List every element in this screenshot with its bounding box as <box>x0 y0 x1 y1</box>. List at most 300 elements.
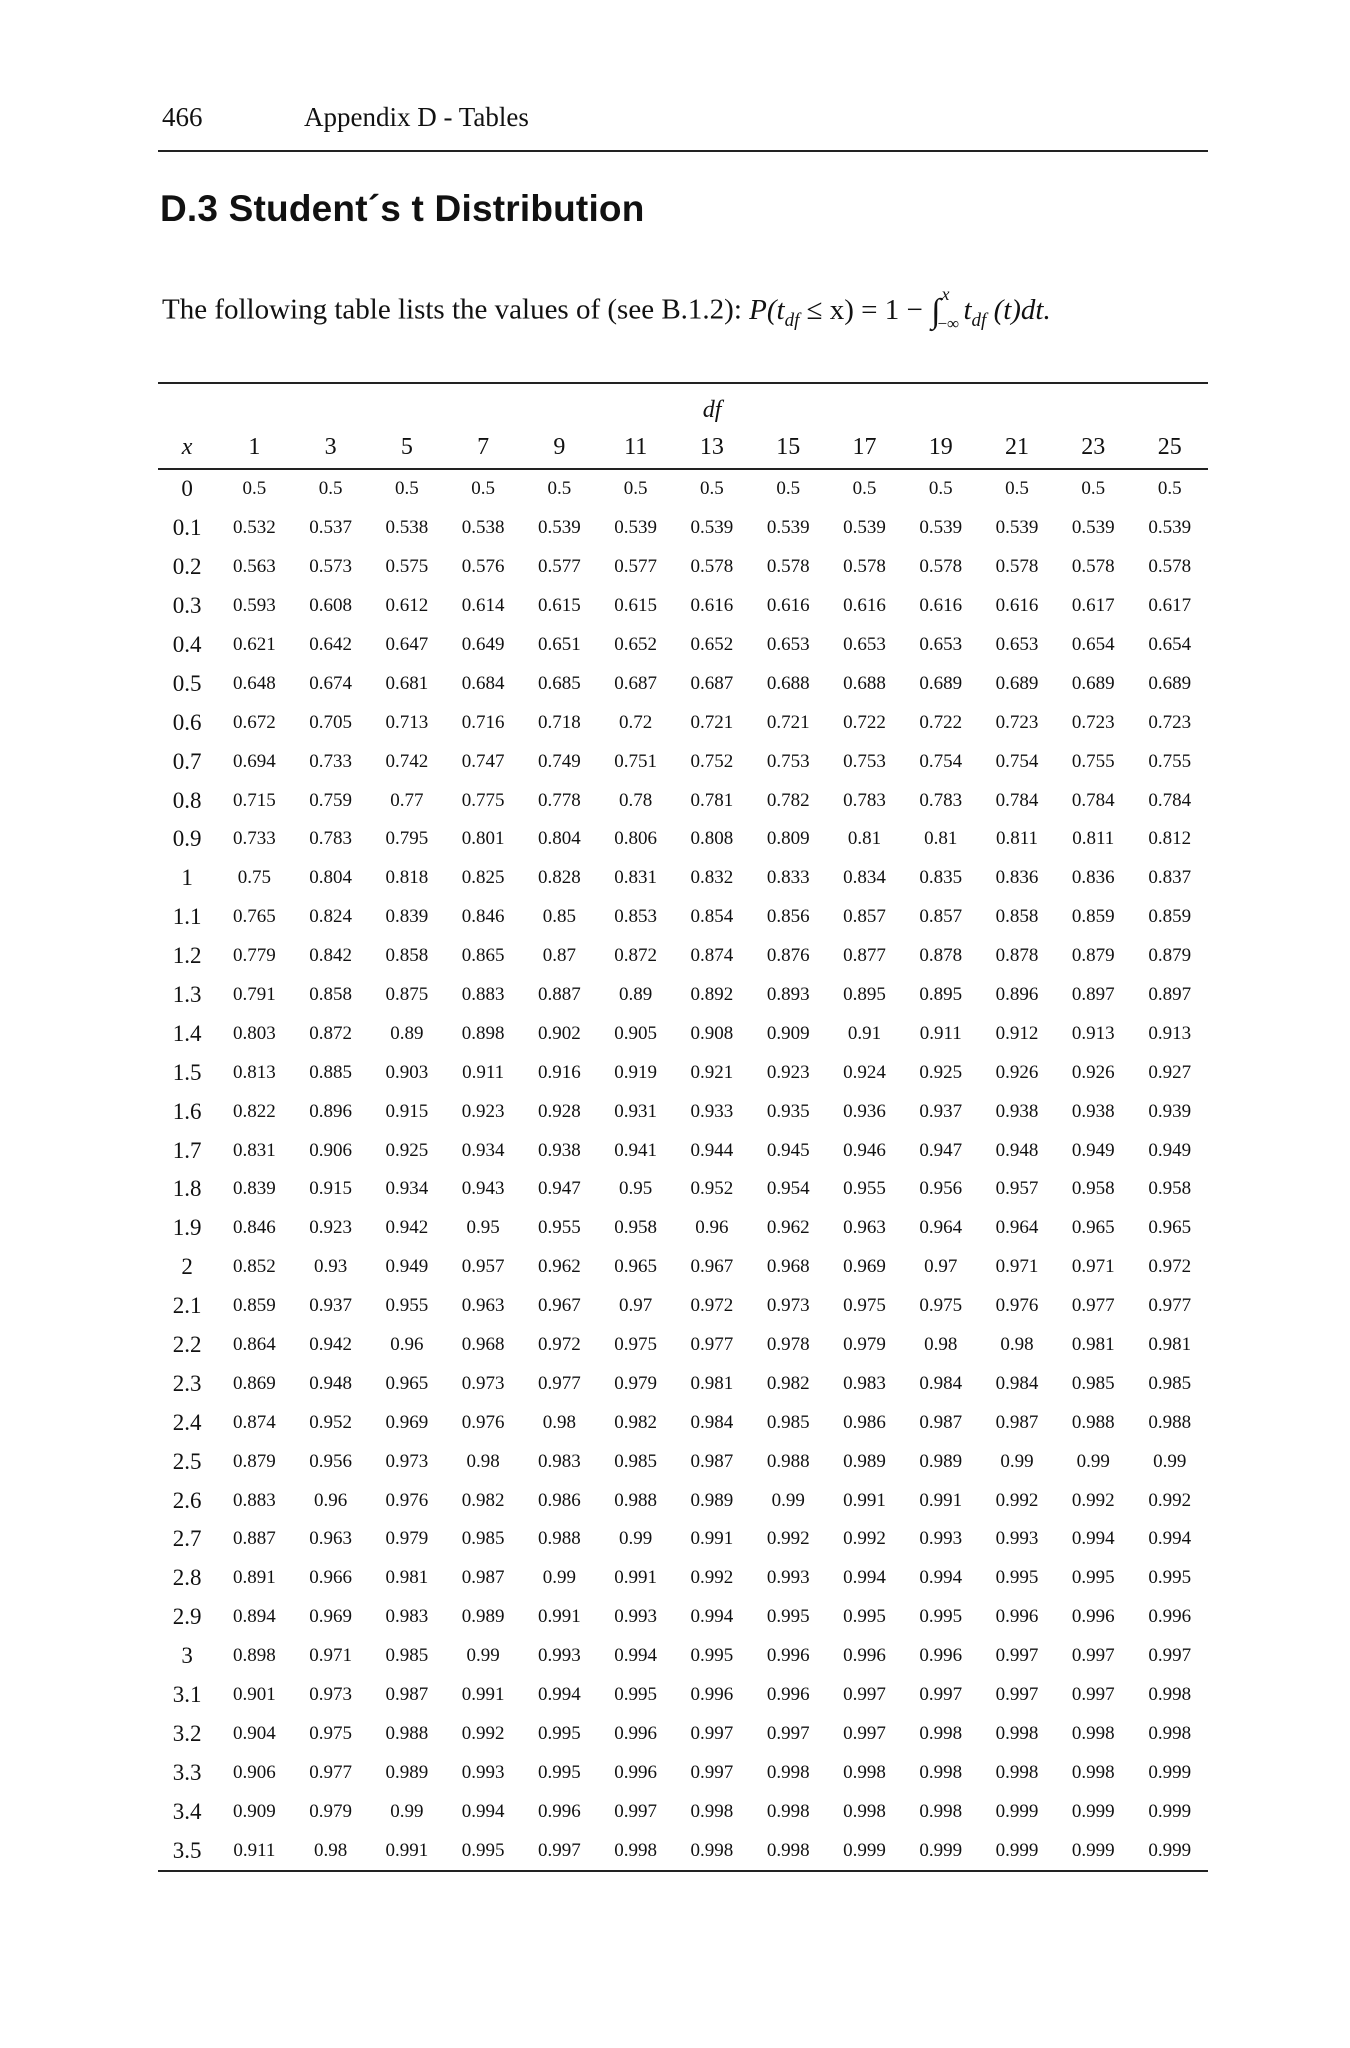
probability-cell: 0.874 <box>690 945 734 967</box>
probability-cell: 0.937 <box>309 1295 352 1317</box>
probability-cell: 0.995 <box>1148 1567 1192 1589</box>
table-row <box>158 1520 1208 1559</box>
x-value-cell: 1.6 <box>172 1098 202 1124</box>
probability-cell: 0.952 <box>309 1411 352 1433</box>
probability-cell: 0.954 <box>766 1178 810 1200</box>
x-value-cell: 2.9 <box>172 1604 202 1630</box>
probability-cell: 0.784 <box>1071 789 1115 811</box>
probability-cell: 0.912 <box>995 1022 1039 1044</box>
probability-cell: 0.923 <box>766 1061 810 1083</box>
probability-cell: 0.742 <box>385 750 429 772</box>
probability-cell: 0.981 <box>690 1372 734 1394</box>
integral-limits <box>937 284 963 333</box>
probability-cell: 0.891 <box>232 1567 276 1589</box>
probability-cell: 0.965 <box>1148 1217 1192 1239</box>
probability-cell: 0.991 <box>461 1684 505 1706</box>
probability-cell: 0.99 <box>542 1567 577 1589</box>
probability-cell: 0.975 <box>919 1295 963 1317</box>
probability-cell: 0.997 <box>766 1722 810 1744</box>
probability-cell: 0.977 <box>690 1334 734 1356</box>
x-value-cell: 1.1 <box>172 904 202 930</box>
probability-cell: 0.988 <box>766 1450 810 1472</box>
probability-cell: 0.872 <box>614 945 658 967</box>
formula-integrand: t <box>963 293 972 326</box>
table-row <box>158 937 1208 976</box>
x-value-cell: 1.8 <box>172 1176 202 1202</box>
probability-cell: 0.795 <box>385 828 429 850</box>
probability-cell: 0.985 <box>1071 1372 1115 1394</box>
probability-cell: 0.962 <box>538 1256 581 1278</box>
probability-cell: 0.856 <box>766 906 810 928</box>
probability-cell: 0.778 <box>538 789 581 811</box>
probability-cell: 0.539 <box>843 517 886 539</box>
probability-cell: 0.934 <box>461 1139 505 1161</box>
probability-cell: 0.72 <box>619 711 653 733</box>
table-row <box>158 626 1208 665</box>
probability-cell: 0.809 <box>766 828 810 850</box>
probability-cell: 0.781 <box>690 789 734 811</box>
probability-cell: 0.996 <box>766 1684 810 1706</box>
probability-cell: 0.803 <box>232 1022 276 1044</box>
probability-cell: 0.999 <box>979 1831 1055 1871</box>
probability-cell: 0.839 <box>232 1178 276 1200</box>
probability-cell: 0.984 <box>690 1411 734 1433</box>
probability-cell: 0.995 <box>538 1761 581 1783</box>
probability-cell: 0.689 <box>919 672 963 694</box>
x-value-cell: 0.5 <box>172 670 202 696</box>
x-value-cell: 2.1 <box>172 1293 202 1319</box>
table-row <box>158 1326 1208 1365</box>
table-row <box>158 781 1208 820</box>
probability-cell: 0.811 <box>1072 828 1115 850</box>
probability-cell: 0.998 <box>674 1831 750 1871</box>
probability-cell: 0.865 <box>461 945 505 967</box>
x-value-cell: 0.3 <box>172 593 202 619</box>
probability-cell: 0.996 <box>1071 1606 1115 1628</box>
probability-cell: 0.994 <box>690 1606 734 1628</box>
table-row <box>158 1715 1208 1754</box>
probability-cell: 0.996 <box>538 1800 581 1822</box>
probability-cell: 0.998 <box>843 1761 886 1783</box>
probability-cell: 0.5 <box>852 478 877 500</box>
probability-cell: 0.5 <box>776 478 801 500</box>
probability-cell: 0.934 <box>385 1178 429 1200</box>
probability-cell: 0.578 <box>766 556 810 578</box>
probability-cell: 0.968 <box>461 1334 505 1356</box>
probability-cell: 0.812 <box>1148 828 1192 850</box>
x-value-cell: 0.9 <box>172 826 202 852</box>
probability-cell: 0.81 <box>847 828 882 850</box>
probability-cell: 0.928 <box>538 1100 581 1122</box>
probability-cell: 0.902 <box>538 1022 581 1044</box>
df-group-label: df <box>216 383 1208 426</box>
probability-cell: 0.987 <box>385 1684 429 1706</box>
probability-cell: 0.705 <box>309 711 352 733</box>
probability-cell: 0.687 <box>690 672 734 694</box>
probability-cell: 0.85 <box>542 906 577 928</box>
probability-cell: 0.99 <box>1076 1450 1110 1472</box>
table-row <box>158 1481 1208 1520</box>
probability-cell: 0.977 <box>538 1372 581 1394</box>
integral-upper-limit: x <box>941 284 950 304</box>
probability-cell: 0.955 <box>843 1178 886 1200</box>
probability-cell: 0.654 <box>1071 634 1115 655</box>
formula-integrand-sub: df <box>971 309 987 331</box>
table-row <box>158 548 1208 587</box>
probability-cell: 0.538 <box>461 517 505 539</box>
probability-cell: 0.828 <box>538 867 581 889</box>
probability-cell: 0.965 <box>1071 1217 1115 1239</box>
running-header <box>158 98 1208 152</box>
probability-cell: 0.859 <box>232 1295 276 1317</box>
x-value-cell: 3.1 <box>172 1682 202 1708</box>
probability-cell: 0.674 <box>309 672 352 694</box>
probability-cell: 0.981 <box>1148 1334 1192 1356</box>
probability-cell: 0.989 <box>461 1606 505 1628</box>
probability-cell: 0.883 <box>461 984 505 1006</box>
probability-cell: 0.723 <box>995 711 1039 733</box>
probability-cell: 0.958 <box>1148 1178 1192 1200</box>
probability-cell: 0.898 <box>461 1022 505 1044</box>
probability-cell: 0.976 <box>385 1489 429 1511</box>
probability-cell: 0.993 <box>766 1567 810 1589</box>
probability-cell: 0.987 <box>919 1411 963 1433</box>
probability-cell: 0.975 <box>614 1334 658 1356</box>
probability-cell: 0.615 <box>538 595 581 617</box>
probability-cell: 0.956 <box>919 1178 963 1200</box>
probability-cell: 0.995 <box>766 1606 810 1628</box>
probability-cell: 0.687 <box>614 672 658 694</box>
probability-cell: 0.784 <box>995 789 1039 811</box>
probability-cell: 0.957 <box>995 1178 1039 1200</box>
probability-cell: 0.859 <box>1071 906 1115 928</box>
section-title: D.3 Student´s t Distribution <box>160 188 645 229</box>
intro-text: The following table lists the values of (see B.1.2): <box>162 293 742 326</box>
integral-lower-limit: −∞ <box>937 314 960 333</box>
probability-cell: 0.612 <box>385 595 429 617</box>
probability-cell: 0.653 <box>843 634 886 655</box>
probability-cell: 0.539 <box>1148 517 1192 539</box>
probability-cell: 0.999 <box>1148 1800 1192 1822</box>
x-value-cell: 3 <box>181 1643 193 1669</box>
probability-cell: 0.713 <box>385 711 429 733</box>
table-row <box>158 1637 1208 1676</box>
probability-cell: 0.688 <box>843 672 886 694</box>
x-value-cell: 1 <box>181 865 193 891</box>
probability-cell: 0.993 <box>919 1528 963 1550</box>
probability-cell: 0.915 <box>385 1100 429 1122</box>
probability-cell: 0.577 <box>538 556 581 578</box>
probability-cell: 0.895 <box>919 984 963 1006</box>
table-row <box>158 1131 1208 1170</box>
df-column-header: 3 <box>292 426 368 469</box>
probability-cell: 0.783 <box>309 828 352 850</box>
probability-cell: 0.681 <box>385 672 429 694</box>
probability-cell: 0.648 <box>232 672 276 694</box>
probability-cell: 0.754 <box>995 750 1039 772</box>
probability-cell: 0.919 <box>614 1061 658 1083</box>
x-value-cell: 2.8 <box>172 1565 202 1591</box>
probability-cell: 0.908 <box>690 1022 734 1044</box>
probability-cell: 0.967 <box>690 1256 734 1278</box>
formula-relation: ≤ x) = 1 − <box>799 293 931 326</box>
table-row <box>158 1442 1208 1481</box>
probability-cell: 0.879 <box>1071 945 1115 967</box>
probability-cell: 0.987 <box>690 1450 734 1472</box>
formula-sub-df: df <box>784 309 800 331</box>
probability-cell: 0.999 <box>1071 1800 1115 1822</box>
probability-cell: 0.938 <box>995 1100 1039 1122</box>
probability-cell: 0.791 <box>232 984 276 1006</box>
probability-cell: 0.996 <box>614 1761 658 1783</box>
probability-cell: 0.985 <box>614 1450 658 1472</box>
probability-cell: 0.5 <box>1081 478 1106 500</box>
probability-cell: 0.578 <box>919 556 963 578</box>
probability-cell: 0.999 <box>995 1800 1039 1822</box>
table-row <box>158 1676 1208 1715</box>
probability-cell: 0.995 <box>919 1606 963 1628</box>
probability-cell: 0.977 <box>1148 1295 1192 1317</box>
probability-cell: 0.988 <box>538 1528 581 1550</box>
probability-cell: 0.941 <box>614 1139 658 1161</box>
probability-cell: 0.998 <box>1148 1684 1192 1706</box>
probability-cell: 0.75 <box>237 867 271 889</box>
table-row <box>158 1598 1208 1637</box>
probability-cell: 0.997 <box>614 1800 658 1822</box>
probability-cell: 0.876 <box>766 945 810 967</box>
probability-cell: 0.998 <box>995 1722 1039 1744</box>
probability-cell: 0.621 <box>232 634 276 655</box>
probability-cell: 0.996 <box>766 1645 810 1667</box>
probability-cell: 0.971 <box>1071 1256 1115 1278</box>
probability-cell: 0.989 <box>919 1450 963 1472</box>
probability-cell: 0.998 <box>598 1831 674 1871</box>
probability-cell: 0.997 <box>1071 1684 1115 1706</box>
probability-cell: 0.99 <box>771 1489 805 1511</box>
probability-cell: 0.996 <box>690 1684 734 1706</box>
probability-cell: 0.994 <box>919 1567 963 1589</box>
probability-cell: 0.97 <box>619 1295 653 1317</box>
probability-cell: 0.989 <box>843 1450 886 1472</box>
probability-cell: 0.647 <box>385 634 429 655</box>
probability-cell: 0.992 <box>461 1722 505 1744</box>
table-row <box>158 664 1208 703</box>
probability-cell: 0.996 <box>614 1722 658 1744</box>
probability-cell: 0.878 <box>919 945 963 967</box>
probability-cell: 0.879 <box>232 1450 276 1472</box>
probability-cell: 0.979 <box>309 1800 352 1822</box>
x-value-cell: 1.5 <box>172 1059 202 1085</box>
page-number: 466 <box>162 102 203 132</box>
df-column-header: 23 <box>1055 426 1131 469</box>
probability-cell: 0.804 <box>309 867 352 889</box>
formula-p: P <box>749 293 767 326</box>
probability-cell: 0.895 <box>843 984 886 1006</box>
probability-cell: 0.653 <box>995 634 1039 655</box>
probability-cell: 0.971 <box>995 1256 1039 1278</box>
probability-cell: 0.936 <box>843 1100 886 1122</box>
probability-cell: 0.985 <box>385 1645 429 1667</box>
probability-cell: 0.91 <box>847 1022 882 1044</box>
probability-cell: 0.93 <box>313 1256 348 1278</box>
probability-cell: 0.806 <box>614 828 658 850</box>
table-row <box>158 1014 1208 1053</box>
probability-cell: 0.78 <box>619 789 653 811</box>
x-value-cell: 0.1 <box>172 515 202 541</box>
probability-cell: 0.984 <box>995 1372 1039 1394</box>
probability-cell: 0.749 <box>538 750 581 772</box>
probability-cell: 0.813 <box>232 1061 276 1083</box>
probability-cell: 0.897 <box>1071 984 1115 1006</box>
probability-cell: 0.981 <box>1071 1334 1115 1356</box>
probability-cell: 0.539 <box>766 517 810 539</box>
probability-cell: 0.998 <box>1071 1722 1115 1744</box>
probability-cell: 0.957 <box>461 1256 505 1278</box>
probability-cell: 0.765 <box>232 906 276 928</box>
df-column-header: 19 <box>903 426 979 469</box>
probability-cell: 0.963 <box>309 1528 352 1550</box>
x-value-cell: 0.7 <box>172 748 202 774</box>
probability-cell: 0.998 <box>919 1800 963 1822</box>
probability-cell: 0.755 <box>1071 750 1115 772</box>
probability-cell: 0.944 <box>690 1139 734 1161</box>
probability-cell: 0.943 <box>461 1178 505 1200</box>
probability-cell: 0.948 <box>309 1372 352 1394</box>
table-row <box>158 1831 1208 1871</box>
probability-cell: 0.969 <box>309 1606 352 1628</box>
probability-cell: 0.87 <box>542 945 577 967</box>
probability-cell: 0.973 <box>766 1295 810 1317</box>
probability-cell: 0.834 <box>843 867 886 889</box>
probability-cell: 0.947 <box>538 1178 581 1200</box>
table-body <box>158 469 1208 1871</box>
probability-cell: 0.722 <box>919 711 963 733</box>
probability-cell: 0.879 <box>1148 945 1192 967</box>
probability-cell: 0.997 <box>843 1684 886 1706</box>
probability-cell: 0.721 <box>766 711 810 733</box>
x-value-cell: 0.8 <box>172 787 202 813</box>
probability-cell: 0.998 <box>766 1761 810 1783</box>
probability-cell: 0.753 <box>843 750 886 772</box>
probability-cell: 0.916 <box>538 1061 581 1083</box>
probability-cell: 0.539 <box>995 517 1039 539</box>
probability-cell: 0.985 <box>1148 1372 1192 1394</box>
probability-cell: 0.995 <box>690 1645 734 1667</box>
probability-cell: 0.842 <box>309 945 352 967</box>
probability-cell: 0.716 <box>461 711 505 733</box>
probability-cell: 0.649 <box>461 634 505 655</box>
probability-cell: 0.652 <box>690 634 734 655</box>
probability-cell: 0.994 <box>843 1567 886 1589</box>
probability-cell: 0.5 <box>318 478 343 500</box>
probability-cell: 0.685 <box>538 672 581 694</box>
probability-cell: 0.563 <box>232 556 276 578</box>
probability-cell: 0.614 <box>461 595 505 617</box>
probability-cell: 0.837 <box>1148 867 1192 889</box>
probability-cell: 0.784 <box>1148 789 1192 811</box>
table-row <box>158 898 1208 937</box>
probability-cell: 0.98 <box>542 1411 577 1433</box>
probability-cell: 0.575 <box>385 556 429 578</box>
probability-cell: 0.949 <box>1148 1139 1192 1161</box>
probability-cell: 0.925 <box>385 1139 429 1161</box>
probability-cell: 0.689 <box>1071 672 1115 694</box>
probability-cell: 0.997 <box>843 1722 886 1744</box>
probability-cell: 0.96 <box>390 1334 424 1356</box>
probability-cell: 0.911 <box>216 1831 292 1871</box>
probability-cell: 0.993 <box>538 1645 581 1667</box>
probability-cell: 0.5 <box>928 478 953 500</box>
probability-cell: 0.995 <box>995 1567 1039 1589</box>
table-row <box>158 1248 1208 1287</box>
probability-cell: 0.995 <box>538 1722 581 1744</box>
probability-cell: 0.615 <box>614 595 658 617</box>
probability-cell: 0.988 <box>385 1722 429 1744</box>
df-column-header: 25 <box>1131 426 1208 469</box>
probability-cell: 0.95 <box>466 1217 500 1239</box>
df-column-header: 13 <box>674 426 750 469</box>
probability-cell: 0.689 <box>995 672 1039 694</box>
table-row <box>158 1170 1208 1209</box>
probability-cell: 0.989 <box>690 1489 734 1511</box>
probability-cell: 0.852 <box>232 1256 276 1278</box>
df-column-header: 15 <box>750 426 826 469</box>
probability-cell: 0.878 <box>995 945 1039 967</box>
probability-cell: 0.859 <box>1148 906 1192 928</box>
probability-cell: 0.96 <box>695 1217 729 1239</box>
probability-cell: 0.893 <box>766 984 810 1006</box>
probability-cell: 0.653 <box>766 634 810 655</box>
probability-cell: 0.939 <box>1148 1100 1192 1122</box>
probability-cell: 0.979 <box>385 1528 429 1550</box>
probability-cell: 0.874 <box>232 1411 276 1433</box>
probability-cell: 0.5 <box>1005 478 1029 500</box>
probability-cell: 0.833 <box>766 867 810 889</box>
probability-cell: 0.938 <box>538 1139 581 1161</box>
x-value-cell: 0.2 <box>172 554 202 580</box>
probability-cell: 0.578 <box>1071 556 1115 578</box>
probability-cell: 0.883 <box>232 1489 276 1511</box>
probability-cell: 0.993 <box>995 1528 1039 1550</box>
probability-cell: 0.539 <box>690 517 734 539</box>
probability-cell: 0.539 <box>919 517 963 539</box>
probability-cell: 0.992 <box>995 1489 1039 1511</box>
probability-cell: 0.931 <box>614 1100 658 1122</box>
probability-cell: 0.993 <box>461 1761 505 1783</box>
probability-cell: 0.538 <box>385 517 429 539</box>
probability-cell: 0.978 <box>766 1334 810 1356</box>
probability-cell: 0.977 <box>1071 1295 1115 1317</box>
df-column-header: 21 <box>979 426 1055 469</box>
probability-cell: 0.875 <box>385 984 429 1006</box>
x-value-cell: 1.4 <box>172 1020 202 1046</box>
probability-cell: 0.654 <box>1148 634 1192 655</box>
probability-cell: 0.915 <box>309 1178 352 1200</box>
probability-cell: 0.723 <box>1148 711 1192 733</box>
probability-cell: 0.963 <box>843 1217 886 1239</box>
probability-cell: 0.958 <box>614 1217 658 1239</box>
probability-cell: 0.903 <box>385 1061 429 1083</box>
probability-cell: 0.913 <box>1071 1022 1115 1044</box>
probability-cell: 0.971 <box>309 1645 352 1667</box>
probability-cell: 0.898 <box>232 1645 276 1667</box>
probability-cell: 0.999 <box>1148 1761 1192 1783</box>
x-value-cell: 2.2 <box>172 1332 202 1358</box>
probability-cell: 0.985 <box>461 1528 505 1550</box>
probability-cell: 0.593 <box>232 595 276 617</box>
probability-cell: 0.97 <box>924 1256 958 1278</box>
probability-cell: 0.996 <box>1148 1606 1192 1628</box>
